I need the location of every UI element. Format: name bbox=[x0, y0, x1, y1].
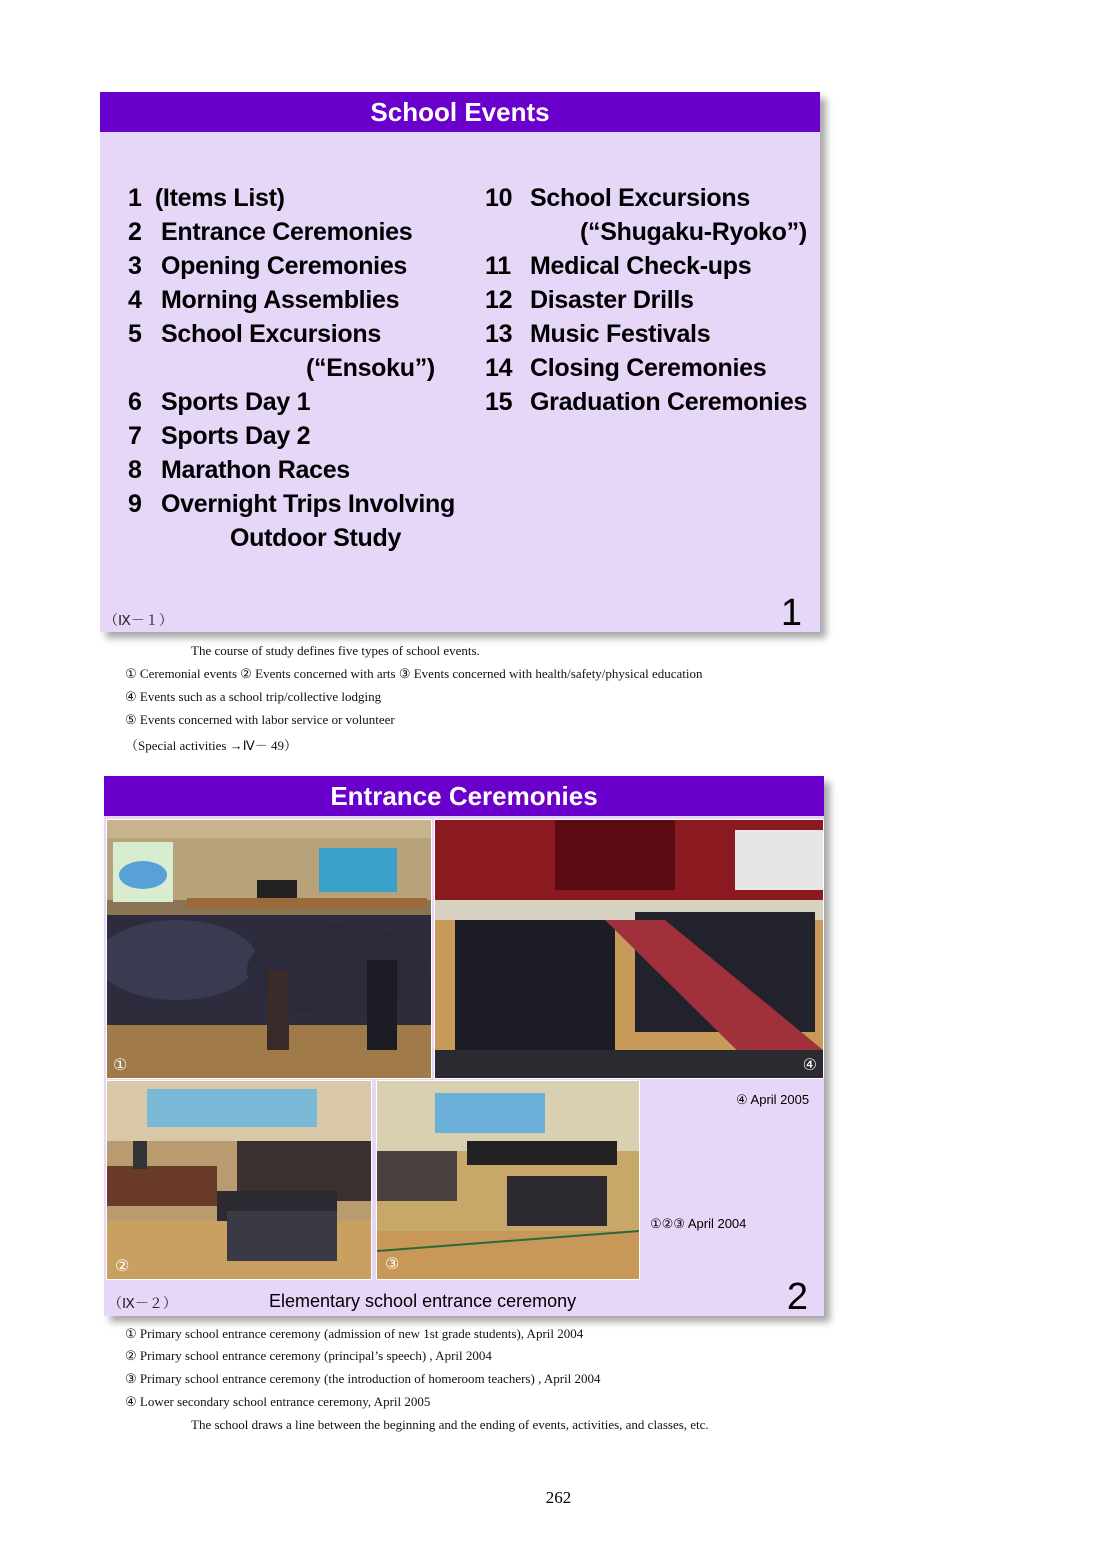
note-line: The course of study defines five types of school events. bbox=[191, 643, 480, 658]
photo-principal-speech bbox=[106, 1080, 372, 1280]
event-item-continued: Outdoor Study bbox=[230, 524, 402, 552]
slide-caption: Elementary school entrance ceremony bbox=[269, 1291, 577, 1311]
event-item: 3 Opening Ceremonies bbox=[128, 252, 408, 280]
event-item: 14 Closing Ceremonies bbox=[485, 354, 767, 382]
note-line: ④ Events such as a school trip/collective lodging bbox=[125, 689, 382, 704]
slide-reference: （Ⅸ－２） bbox=[108, 1297, 177, 1312]
slide-title: Entrance Ceremonies bbox=[104, 776, 824, 816]
photo-marker: ② bbox=[115, 1256, 130, 1275]
photo-date-label: ①②③ April 2004 bbox=[650, 1216, 747, 1231]
event-item: 12 Disaster Drills bbox=[485, 286, 694, 314]
note-line: ③ Primary school entrance ceremony (the introduction of homeroom teachers) , April 2004 bbox=[125, 1371, 601, 1386]
event-item: 15 Graduation Ceremonies bbox=[485, 388, 808, 416]
slide-number: 1 bbox=[780, 592, 802, 634]
slide-reference: （Ⅸ－１） bbox=[104, 614, 173, 629]
photo-image bbox=[435, 820, 823, 1078]
event-item: 5 School Excursions bbox=[128, 320, 381, 348]
note-line: ④ Lower secondary school entrance ceremony, April 2005 bbox=[125, 1394, 431, 1409]
event-item: 10 School Excursions bbox=[485, 184, 750, 212]
photo-image bbox=[107, 820, 431, 1078]
page-number: 262 bbox=[545, 1488, 572, 1507]
slide-number: 2 bbox=[786, 1276, 808, 1318]
event-item: 1 (Items List) bbox=[128, 184, 285, 212]
event-item-continued: (“Shugaku-Ryoko”) bbox=[580, 218, 807, 246]
note-line: ① Ceremonial events ② Events concerned with arts ③ Events concerned with health/safety/physical education bbox=[125, 666, 703, 681]
event-item: 13 Music Festivals bbox=[485, 320, 711, 348]
photo-date-label: ④ April 2005 bbox=[736, 1092, 810, 1107]
slide-title: School Events bbox=[100, 92, 820, 132]
slide-entrance-ceremonies bbox=[104, 776, 824, 1316]
note-line: ① Primary school entrance ceremony (admission of new 1st grade students), April 2004 bbox=[125, 1326, 584, 1341]
event-item: 11 Medical Check-ups bbox=[485, 252, 752, 280]
event-item-continued: (“Ensoku”) bbox=[306, 354, 435, 382]
note-line: ⑤ Events concerned with labor service or volunteer bbox=[125, 712, 395, 727]
event-item: 2 Entrance Ceremonies bbox=[128, 218, 413, 246]
photo-secondary-entrance-hall bbox=[434, 819, 824, 1079]
note-line: ② Primary school entrance ceremony (principal’s speech) , April 2004 bbox=[125, 1348, 492, 1363]
note-line: The school draws a line between the beginning and the ending of events, activities, and classes, etc. bbox=[191, 1417, 709, 1432]
event-item: 7 Sports Day 2 bbox=[128, 422, 311, 450]
event-item: 4 Morning Assemblies bbox=[128, 286, 400, 314]
photo-marker: ④ bbox=[802, 1055, 817, 1074]
photo-primary-entrance-crowd bbox=[106, 819, 432, 1079]
event-item: 9 Overnight Trips Involving bbox=[128, 490, 455, 518]
photo-marker: ③ bbox=[385, 1254, 400, 1273]
event-item: 6 Sports Day 1 bbox=[128, 388, 311, 416]
photo-homeroom-teachers bbox=[376, 1080, 640, 1280]
slide-school-events bbox=[100, 92, 820, 632]
photo-image bbox=[107, 1081, 371, 1279]
event-item: 8 Marathon Races bbox=[128, 456, 350, 484]
photo-image bbox=[377, 1081, 639, 1279]
note-line: （Special activities →Ⅳ－ 49） bbox=[125, 738, 297, 753]
photo-marker: ① bbox=[113, 1055, 128, 1074]
